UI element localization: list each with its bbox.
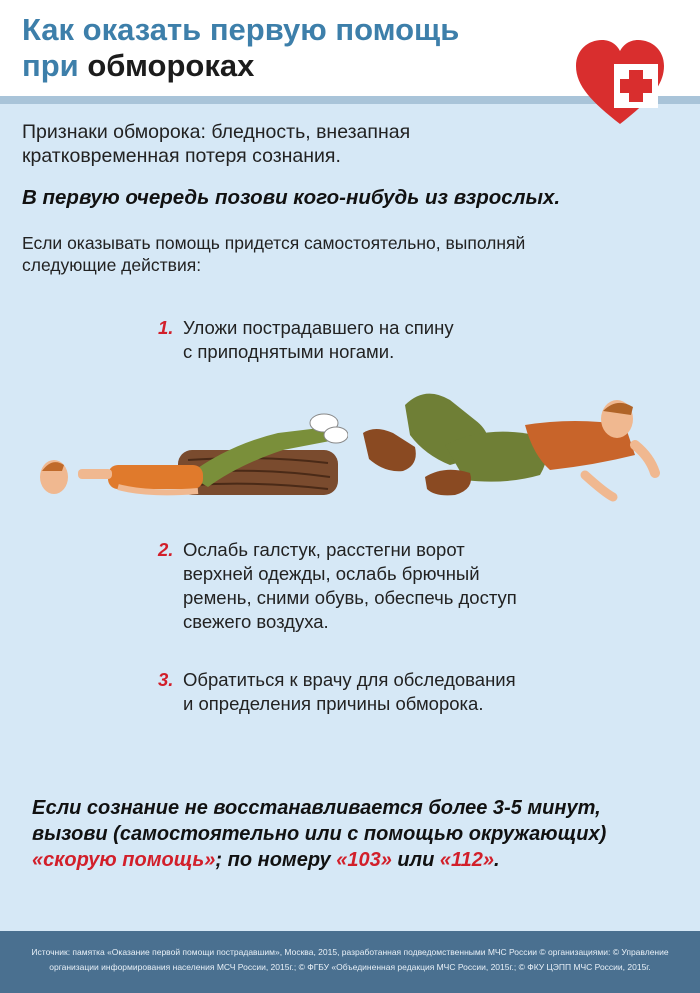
footer-line1: Источник: памятка «Оказание первой помощи пострадавшим», Москва, 2015, разработанная подведомственными МЧС России © организациями: © Управление	[31, 947, 669, 957]
step-2-text	[183, 538, 517, 634]
title-line1: Как оказать первую помощь	[22, 12, 460, 47]
footer	[0, 931, 700, 993]
footer-line2: организации информирования населения МСЧ России, 2015г.; © ФГБУ «Объединенная редакция МЧС России, 2015г.; © ФКУ ЦЭПП МЧС России, 2015г.	[49, 962, 651, 972]
step-3-number: 3.	[158, 669, 174, 690]
step-3-line2: и определения причины обморока.	[183, 693, 484, 714]
title-line2-prefix: при	[22, 48, 88, 83]
final-mid: ; по номеру	[215, 849, 337, 871]
final-or: или	[391, 849, 440, 871]
step-1-line2: с приподнятыми ногами.	[183, 341, 395, 362]
footer-source-text	[0, 945, 700, 975]
step-1-line1: Уложи пострадавшего на спину	[183, 317, 454, 338]
final-end: .	[494, 849, 500, 871]
step-2-line1: Ослабь галстук, расстегни ворот	[183, 539, 465, 560]
step-2-line2: верхней одежды, ослабь брючный	[183, 563, 480, 584]
step-3-text	[183, 668, 516, 716]
step-2-number: 2.	[158, 539, 174, 560]
step-1-text	[183, 316, 454, 364]
intro-text: Если оказывать помощь придется самостоятельно, выполняй следующие действия:	[22, 233, 526, 275]
first-priority-text: В первую очередь позови кого-нибудь из взрослых.	[22, 186, 561, 209]
phone-103: «103»	[336, 849, 392, 871]
faint-signs-text: Признаки обморока: бледность, внезапная кратковременная потеря сознания.	[22, 121, 411, 167]
step-2-line3: ремень, сними обувь, обеспечь доступ	[183, 587, 517, 608]
title-line2-bold: обмороках	[87, 48, 255, 83]
illustration-legs-raised	[38, 405, 348, 505]
page-title	[22, 12, 459, 84]
phone-112: «112»	[439, 849, 494, 871]
step-3-line1: Обратиться к врачу для обследования	[183, 669, 516, 690]
emergency-call-text	[32, 795, 692, 873]
ambulance-text: «скорую помощь»	[32, 849, 216, 871]
final-line1: Если сознание не восстанавливается более 3-5 минут,	[32, 797, 601, 819]
step-1-number: 1.	[158, 317, 174, 338]
final-line2: вызови (самостоятельно или с помощью окружающих)	[32, 823, 607, 845]
illustration-recovery-position	[355, 385, 665, 505]
heart-cross-icon	[572, 38, 668, 128]
step-2-line4: свежего воздуха.	[183, 611, 329, 632]
